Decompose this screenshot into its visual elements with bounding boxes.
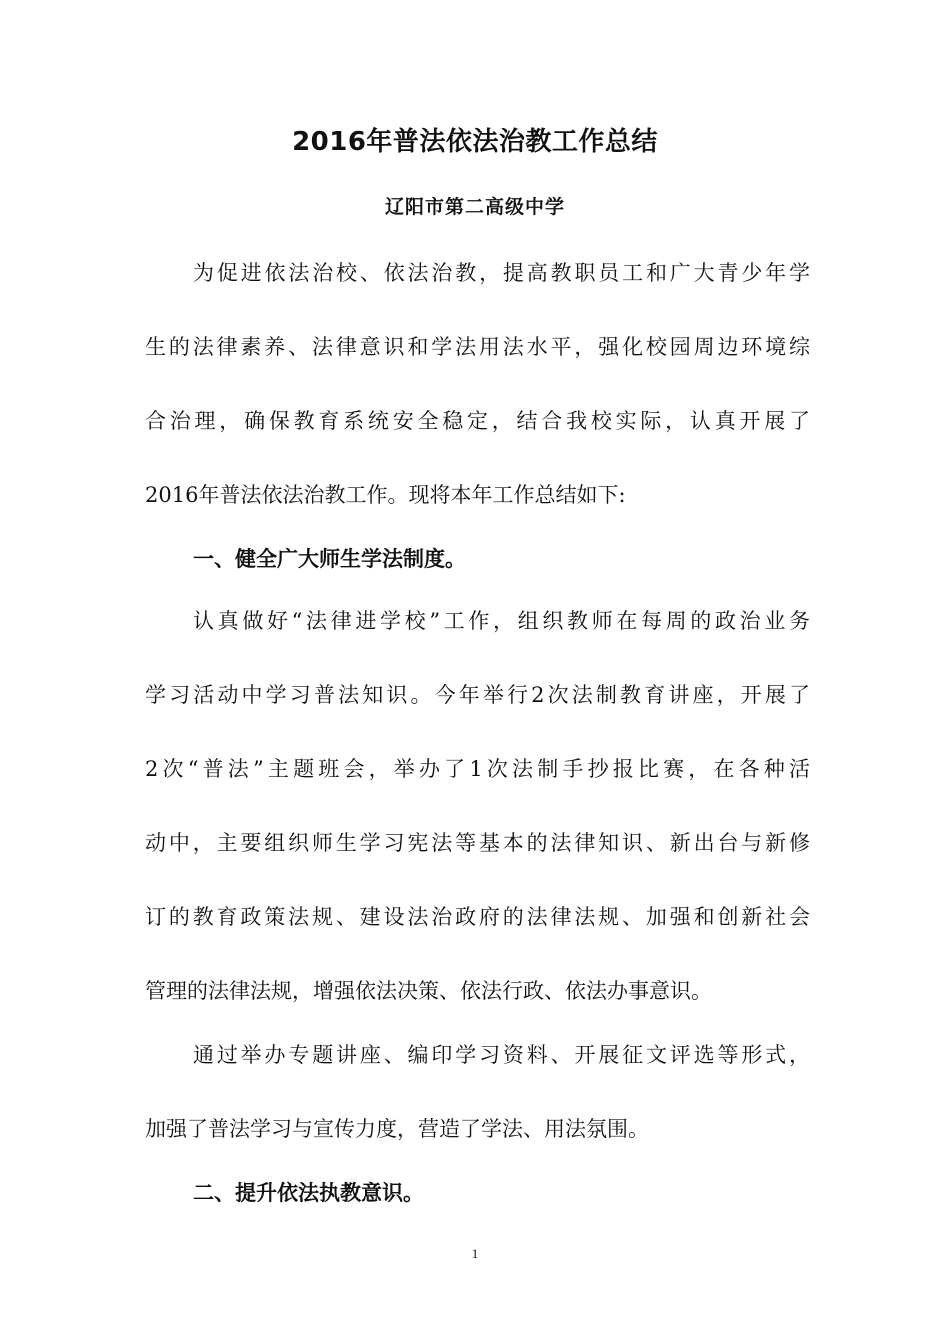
section-1-para-1-line-2: 学习活动中学习普法知识。今年举行2次法制教育讲座，开展了: [145, 683, 810, 707]
section-1-para-1-line-4: 动中，主要组织师生学习宪法等基本的法律知识、新出台与新修: [145, 831, 810, 855]
section-1-para-1-line-3: 2次“普法”主题班会，举办了1次法制手抄报比赛，在各种活: [145, 757, 810, 781]
section-1-para-2-line-2: 加强了普法学习与宣传力度，营造了学法、用法氛围。: [145, 1117, 649, 1141]
section-2-heading: 二、提升依法执教意识。: [193, 1181, 424, 1205]
intro-line-4: 2016年普法依法治教工作。现将本年工作总结如下:: [145, 483, 626, 507]
section-1-para-2-line-1: 通过举办专题讲座、编印学习资料、开展征文评选等形式，: [193, 1043, 810, 1067]
section-1-para-1-line-5: 订的教育政策法规、建设法治政府的法律法规、加强和创新社会: [145, 905, 810, 929]
document-subtitle: 辽阳市第二高级中学: [384, 196, 565, 218]
intro-line-2: 生的法律素养、法律意识和学法用法水平，强化校园周边环境综: [145, 335, 810, 359]
section-1-para-1-line-6: 管理的法律法规，增强依法决策、依法行政、依法办事意识。: [145, 979, 712, 1003]
section-1-heading: 一、健全广大师生学法制度。: [193, 547, 466, 571]
intro-line-1: 为促进依法治校、依法治教，提高教职员工和广大青少年学: [193, 261, 810, 285]
page-number: 1: [471, 1246, 479, 1261]
section-1-para-1-line-1: 认真做好“法律进学校”工作，组织教师在每周的政治业务: [193, 609, 810, 633]
document-title: 2016年普法依法治教工作总结: [292, 127, 658, 157]
intro-line-3: 合治理，确保教育系统安全稳定，结合我校实际，认真开展了: [145, 409, 810, 433]
